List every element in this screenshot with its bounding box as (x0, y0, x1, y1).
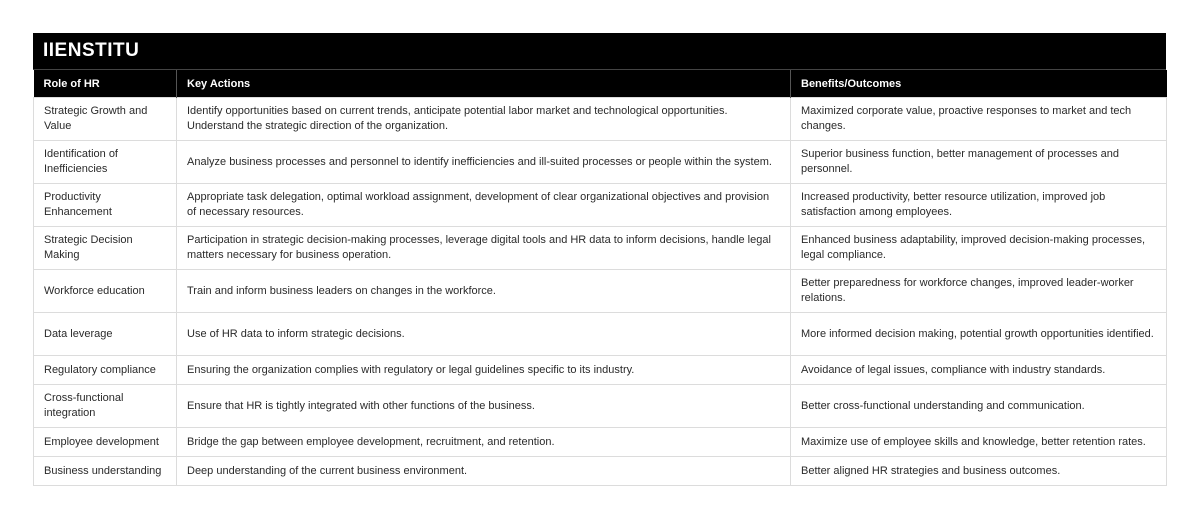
actions-cell: Deep understanding of the current business environment. (177, 457, 791, 486)
actions-cell: Train and inform business leaders on changes in the workforce. (177, 270, 791, 313)
actions-cell: Ensure that HR is tightly integrated with other functions of the business. (177, 385, 791, 428)
benefits-cell: Maximized corporate value, proactive responses to market and tech changes. (791, 98, 1167, 141)
column-header-role: Role of HR (34, 70, 177, 98)
actions-cell: Bridge the gap between employee development, recruitment, and retention. (177, 428, 791, 457)
table-row (34, 184, 1167, 227)
table-row (34, 356, 1167, 385)
role-cell: Regulatory compliance (34, 356, 177, 385)
actions-cell: Identify opportunities based on current trends, anticipate potential labor market and technological opportunities. Understand the strategic direction of the organization. (177, 98, 791, 141)
actions-cell: Analyze business processes and personnel to identify inefficiencies and ill-suited processes or people within the system. (177, 141, 791, 184)
actions-cell: Ensuring the organization complies with regulatory or legal guidelines specific to its industry. (177, 356, 791, 385)
role-cell: Productivity Enhancement (34, 184, 177, 227)
role-cell: Strategic Decision Making (34, 227, 177, 270)
header-row (34, 70, 1167, 98)
role-cell: Workforce education (34, 270, 177, 313)
table-row (34, 313, 1167, 356)
actions-cell: Participation in strategic decision-making processes, leverage digital tools and HR data to inform decisions, handle legal matters necessary for business operation. (177, 227, 791, 270)
role-cell: Identification of Inefficiencies (34, 141, 177, 184)
table-row (34, 141, 1167, 184)
column-header-benefits: Benefits/Outcomes (791, 70, 1167, 98)
actions-cell: Use of HR data to inform strategic decisions. (177, 313, 791, 356)
hr-roles-table-frame (33, 33, 1166, 486)
benefits-cell: More informed decision making, potential growth opportunities identified. (791, 313, 1167, 356)
benefits-cell: Avoidance of legal issues, compliance with industry standards. (791, 356, 1167, 385)
brand-header: IIENSTITU (33, 33, 1166, 70)
benefits-cell: Better aligned HR strategies and business outcomes. (791, 457, 1167, 486)
benefits-cell: Maximize use of employee skills and knowledge, better retention rates. (791, 428, 1167, 457)
benefits-cell: Better cross-functional understanding and communication. (791, 385, 1167, 428)
table-row (34, 270, 1167, 313)
benefits-cell: Superior business function, better management of processes and personnel. (791, 141, 1167, 184)
role-cell: Strategic Growth and Value (34, 98, 177, 141)
hr-roles-table (33, 70, 1167, 486)
table-row (34, 457, 1167, 486)
table-row (34, 428, 1167, 457)
column-header-actions: Key Actions (177, 70, 791, 98)
table-row (34, 98, 1167, 141)
actions-cell: Appropriate task delegation, optimal workload assignment, development of clear organizational objectives and provision of necessary resources. (177, 184, 791, 227)
role-cell: Employee development (34, 428, 177, 457)
table-row (34, 227, 1167, 270)
benefits-cell: Increased productivity, better resource utilization, improved job satisfaction among employees. (791, 184, 1167, 227)
role-cell: Data leverage (34, 313, 177, 356)
benefits-cell: Better preparedness for workforce changes, improved leader-worker relations. (791, 270, 1167, 313)
role-cell: Cross-functional integration (34, 385, 177, 428)
benefits-cell: Enhanced business adaptability, improved decision-making processes, legal compliance. (791, 227, 1167, 270)
role-cell: Business understanding (34, 457, 177, 486)
table-row (34, 385, 1167, 428)
